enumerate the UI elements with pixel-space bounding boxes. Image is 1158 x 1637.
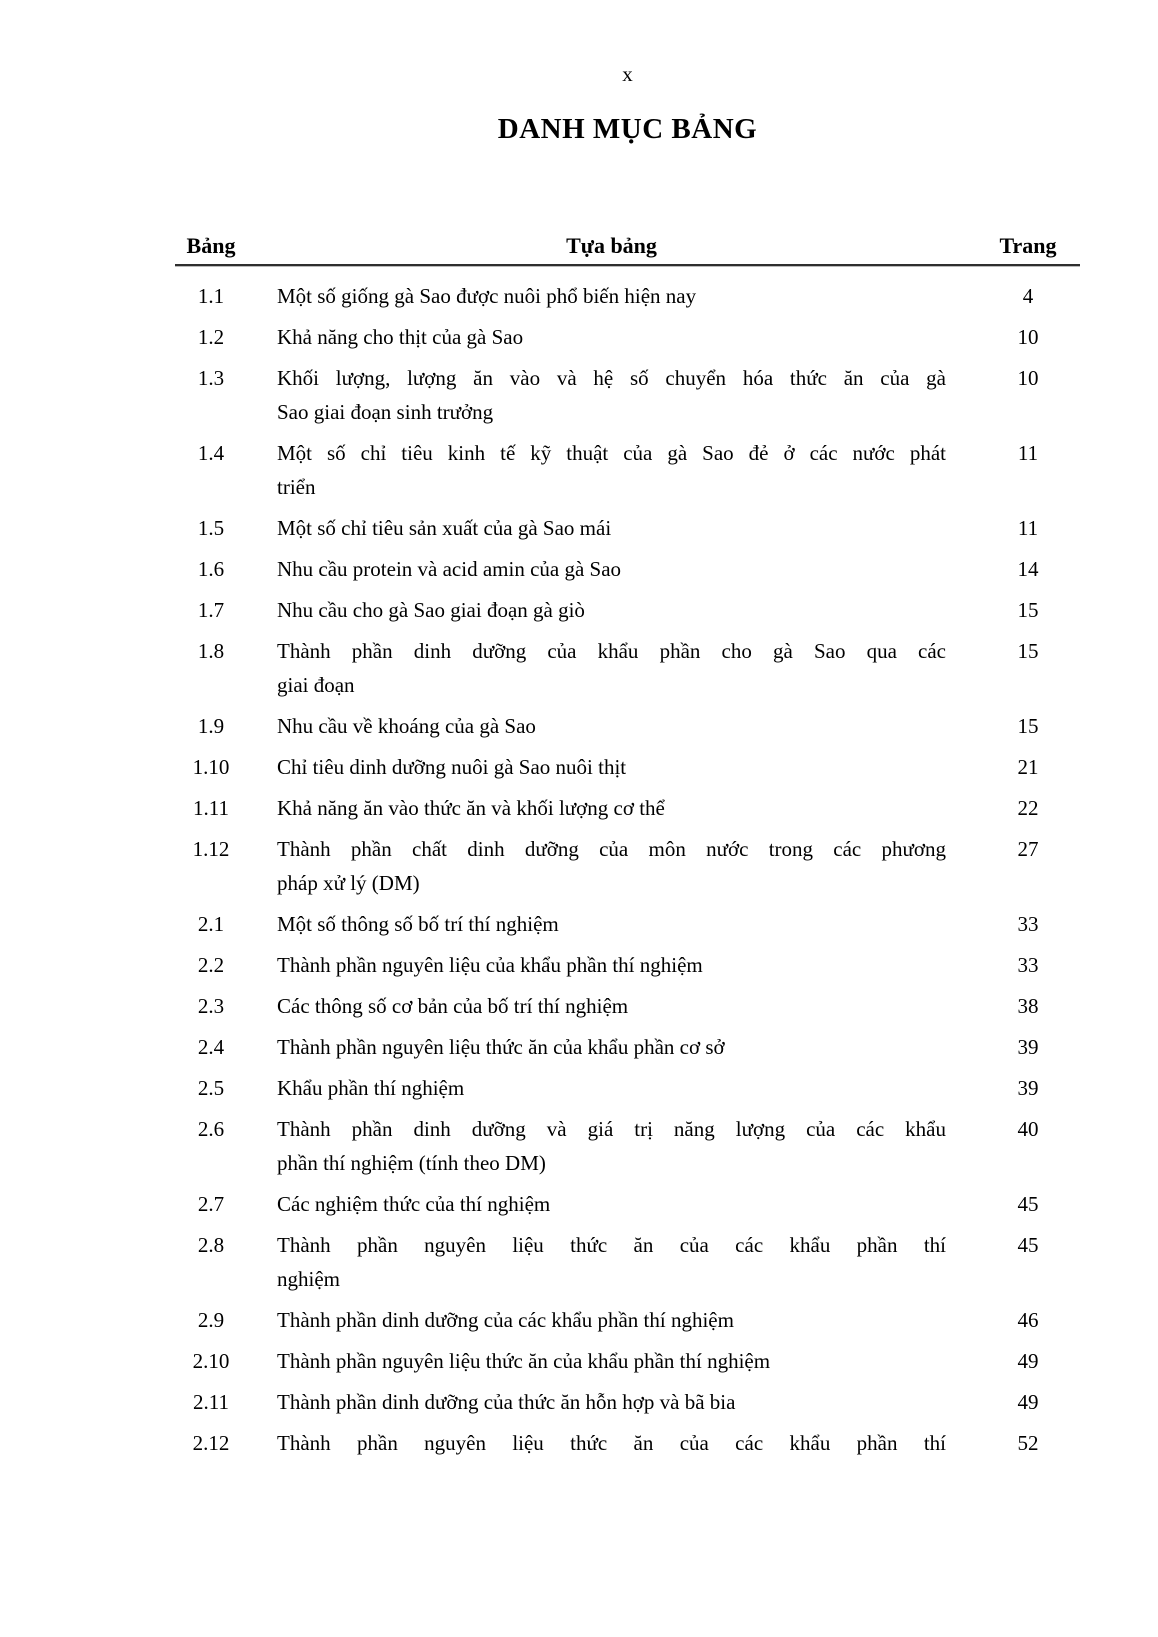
table-row-number: 2.10 <box>192 1349 230 1373</box>
table-row-page: 11 <box>1017 516 1039 540</box>
table-row-title-line: Một số thông số bố trí thí nghiệm <box>277 912 559 936</box>
table-row-title-line: Thành phần nguyên liệu thức ăn của các khẩu phần thí <box>277 1431 946 1455</box>
table-row-title-line: Thành phần nguyên liệu thức ăn của khẩu phần cơ sở <box>277 1035 725 1059</box>
table-row-number: 2.3 <box>197 994 225 1018</box>
column-header-table-title: Tựa bảng <box>566 233 657 258</box>
table-row-number: 1.1 <box>197 284 225 308</box>
table-row-title-line: Thành phần dinh dưỡng của khẩu phần cho gà Sao qua các <box>277 639 946 663</box>
table-row-number: 1.12 <box>192 837 230 861</box>
table-row-page: 38 <box>1017 994 1039 1018</box>
table-row-number: 1.2 <box>197 325 225 349</box>
table-row-page: 15 <box>1017 714 1039 738</box>
page-number: x <box>622 62 633 86</box>
table-row-number: 1.11 <box>193 796 229 820</box>
table-row-title <box>277 709 946 743</box>
table-row-title <box>277 1112 946 1180</box>
table-row-title <box>277 320 946 354</box>
table-row-title-line: Khối lượng, lượng ăn vào và hệ số chuyển hóa thức ăn của gà <box>277 366 946 390</box>
table-row-page: 22 <box>1017 796 1039 820</box>
table-row-title <box>277 593 946 627</box>
table-row-title-line: Thành phần chất dinh dưỡng của môn nước trong các phương <box>277 837 946 861</box>
table-row <box>175 320 1080 354</box>
table-row-title <box>277 436 946 504</box>
table-row-title-line: pháp xử lý (DM) <box>277 871 420 895</box>
page-title: DANH MỤC BẢNG <box>497 113 758 145</box>
table-row-title <box>277 1228 946 1296</box>
table-row-number: 2.8 <box>197 1233 225 1257</box>
table-row-title <box>277 511 946 545</box>
table-row-number: 2.7 <box>197 1192 225 1216</box>
table-row-title-line: Thành phần dinh dưỡng của thức ăn hỗn hợp và bã bia <box>277 1390 736 1414</box>
table-row-title <box>277 279 946 313</box>
table-row-title-line: Khẩu phần thí nghiệm <box>277 1076 465 1100</box>
table-row-number: 1.9 <box>197 714 225 738</box>
table-row-title <box>277 750 946 784</box>
table-row-page: 15 <box>1017 639 1039 663</box>
table-row <box>175 593 1080 627</box>
table-row <box>175 1303 1080 1337</box>
table-row-number: 2.11 <box>193 1390 229 1414</box>
table-entries <box>175 266 1080 1460</box>
table-row-page: 21 <box>1017 755 1039 779</box>
table-row-title <box>277 989 946 1023</box>
table-row-title <box>277 948 946 982</box>
table-row-title-line: nghiệm <box>277 1267 340 1291</box>
column-header-page: Trang <box>999 233 1057 258</box>
table-row-number: 2.5 <box>197 1076 225 1100</box>
table-row <box>175 279 1080 313</box>
table-row-title-line: Thành phần nguyên liệu thức ăn của khẩu phần thí nghiệm <box>277 1349 771 1373</box>
table-row-title-line: Một số giống gà Sao được nuôi phổ biến hiện nay <box>277 284 697 308</box>
table-header-row <box>175 231 1080 266</box>
table-row-number: 1.10 <box>192 755 230 779</box>
table-row-page: 45 <box>1017 1233 1039 1257</box>
table-row-title <box>277 832 946 900</box>
table-row-page: 10 <box>1017 366 1039 390</box>
table-row-title-line: Thành phần dinh dưỡng của các khẩu phần thí nghiệm <box>277 1308 734 1332</box>
table-row-number: 2.4 <box>197 1035 225 1059</box>
list-of-tables <box>175 231 1080 1460</box>
table-row-number: 2.12 <box>192 1431 230 1455</box>
table-row-number: 1.7 <box>197 598 225 622</box>
table-row <box>175 750 1080 784</box>
table-row-page: 49 <box>1017 1390 1039 1414</box>
table-row <box>175 1344 1080 1378</box>
table-row-number: 2.9 <box>197 1308 225 1332</box>
table-row-page: 14 <box>1017 557 1039 581</box>
table-row-title-line: Một số chỉ tiêu kinh tế kỹ thuật của gà Sao đẻ ở các nước phát <box>277 441 946 465</box>
table-row <box>175 1112 1080 1180</box>
table-row-title <box>277 1426 946 1460</box>
table-row-title-line: Chỉ tiêu dinh dưỡng nuôi gà Sao nuôi thịt <box>277 755 627 779</box>
table-row-title-line: Một số chỉ tiêu sản xuất của gà Sao mái <box>277 516 612 540</box>
table-row-page: 40 <box>1017 1117 1039 1141</box>
table-row-number: 2.1 <box>197 912 225 936</box>
table-row <box>175 511 1080 545</box>
table-row-title-line: Nhu cầu về khoáng của gà Sao <box>277 714 536 738</box>
table-row-number: 1.4 <box>197 441 225 465</box>
table-row-number: 1.8 <box>197 639 225 663</box>
table-row-title-line: triển <box>277 475 316 499</box>
table-row-title <box>277 1030 946 1064</box>
table-row <box>175 552 1080 586</box>
table-row-title-line: Nhu cầu protein và acid amin của gà Sao <box>277 557 622 581</box>
table-row-title-line: phần thí nghiệm (tính theo DM) <box>277 1151 546 1175</box>
table-row-number: 1.3 <box>197 366 225 390</box>
table-row-title-line: Sao giai đoạn sinh trưởng <box>277 400 494 424</box>
table-row-title-line: Các thông số cơ bản của bố trí thí nghiệm <box>277 994 629 1018</box>
table-row-title-line: Nhu cầu cho gà Sao giai đoạn gà giò <box>277 598 585 622</box>
table-row-page: 49 <box>1017 1349 1039 1373</box>
table-row-number: 1.5 <box>197 516 225 540</box>
table-row-title <box>277 361 946 429</box>
table-row <box>175 436 1080 504</box>
table-row <box>175 1385 1080 1419</box>
table-row-title-line: Thành phần nguyên liệu của khẩu phần thí nghiệm <box>277 953 703 977</box>
table-row-title <box>277 1344 946 1378</box>
table-row-page: 33 <box>1017 912 1039 936</box>
table-row <box>175 791 1080 825</box>
table-row-page: 27 <box>1017 837 1039 861</box>
table-row <box>175 948 1080 982</box>
table-row <box>175 1030 1080 1064</box>
table-row <box>175 1071 1080 1105</box>
table-row-page: 39 <box>1017 1035 1039 1059</box>
table-row-title <box>277 552 946 586</box>
table-row-page: 10 <box>1017 325 1039 349</box>
table-row <box>175 634 1080 702</box>
table-row-title-line: Thành phần nguyên liệu thức ăn của các khẩu phần thí <box>277 1233 946 1257</box>
table-row-page: 11 <box>1017 441 1039 465</box>
table-row-title <box>277 1303 946 1337</box>
table-row <box>175 1187 1080 1221</box>
table-row <box>175 907 1080 941</box>
table-row-title-line: Khả năng ăn vào thức ăn và khối lượng cơ thể <box>277 796 665 820</box>
table-row <box>175 361 1080 429</box>
table-row-title <box>277 907 946 941</box>
table-row <box>175 989 1080 1023</box>
table-row-title <box>277 1385 946 1419</box>
table-row <box>175 832 1080 900</box>
table-row-page: 4 <box>1022 284 1034 308</box>
table-row-number: 2.2 <box>197 953 225 977</box>
table-row-number: 2.6 <box>197 1117 225 1141</box>
table-row-page: 33 <box>1017 953 1039 977</box>
table-row-title-line: giai đoạn <box>277 673 355 697</box>
table-row-title-line: Các nghiệm thức của thí nghiệm <box>277 1192 551 1216</box>
table-row-page: 45 <box>1017 1192 1039 1216</box>
table-row-title-line: Khả năng cho thịt của gà Sao <box>277 325 524 349</box>
table-row-title <box>277 1071 946 1105</box>
table-row-title <box>277 634 946 702</box>
table-row-page: 15 <box>1017 598 1039 622</box>
column-header-table-number: Bảng <box>186 233 236 258</box>
table-row-title <box>277 1187 946 1221</box>
table-row-number: 1.6 <box>197 557 225 581</box>
table-row-page: 52 <box>1017 1431 1039 1455</box>
table-row <box>175 1228 1080 1296</box>
table-row-title-line: Thành phần dinh dưỡng và giá trị năng lượng của các khẩu <box>277 1117 946 1141</box>
table-row <box>175 1426 1080 1460</box>
table-row <box>175 709 1080 743</box>
table-row-page: 46 <box>1017 1308 1039 1332</box>
table-row-title <box>277 791 946 825</box>
table-row-page: 39 <box>1017 1076 1039 1100</box>
